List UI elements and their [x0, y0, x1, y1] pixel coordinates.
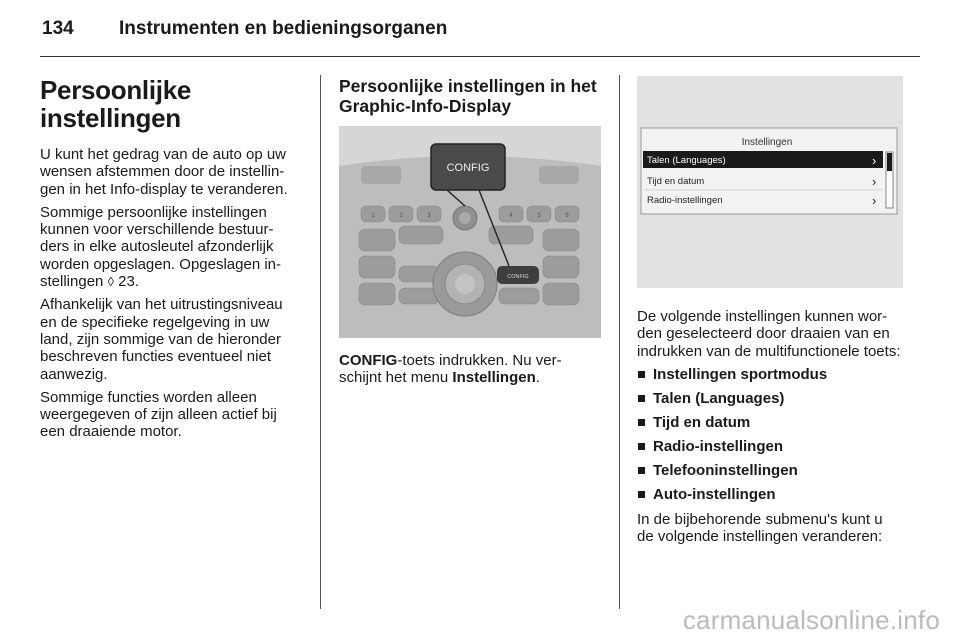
- display-item-3[interactable]: Radio-instellingen: [647, 195, 723, 206]
- submenu-note: In de bijbehorende submenu's kunt u de volgende instellingen veranderen:: [637, 510, 883, 546]
- caption-end: .: [535, 369, 540, 387]
- preset-key-3: 3: [427, 213, 431, 219]
- list-item: Tijd en datum: [637, 414, 903, 431]
- page-number: 134: [42, 18, 74, 39]
- list-item: Telefooninstellingen: [637, 462, 903, 479]
- column-2: [339, 76, 601, 393]
- paragraph-3: Afhankelijk van het uitrustingsniveau en de specifieke regelgeving in uw land, zijn sommige van de hieronder beschreven functies eventueel niet aanwezig.: [40, 296, 283, 383]
- subsection-heading: Persoonlijke instellingen in het Graphic-Info-Display: [339, 76, 597, 116]
- caption-config-key: CONFIG: [339, 352, 398, 369]
- preset-key-2: 2: [399, 213, 403, 219]
- list-item: Radio-instellingen: [637, 438, 903, 455]
- list-item: Talen (Languages): [637, 390, 903, 407]
- paragraph-2-text: Sommige persoonlijke instellingen kunnen voor verschillende bestuur-ders in elke autosleutel afzonderlijk worden opgeslagen. Opgeslagen in-stellingen: [40, 203, 282, 291]
- paragraph-1: U kunt het gedrag van de auto op uw wensen afstemmen door de instellin-gen in het Info-display te veranderen.: [40, 146, 288, 198]
- chapter-title: Instrumenten en bedieningsorganen: [119, 18, 448, 39]
- config-button-label: CONFIG: [507, 274, 529, 280]
- preset-key-5: 5: [537, 213, 541, 219]
- column-1: [40, 76, 302, 447]
- header-rule: [40, 56, 920, 57]
- list-item: Instellingen sportmodus: [637, 366, 903, 383]
- list-item: Auto-instellingen: [637, 486, 903, 503]
- preset-key-1: 1: [371, 213, 375, 219]
- caption-text: -toets indrukken. Nu ver-schijnt het menu: [339, 352, 562, 387]
- settings-list: [637, 366, 903, 503]
- display-item-1[interactable]: Talen (Languages): [647, 155, 726, 166]
- preset-key-4: 4: [509, 213, 513, 219]
- chevron-right-icon: ›: [872, 174, 877, 189]
- preset-key-6: 6: [565, 213, 569, 219]
- paragraph-2: [40, 204, 302, 290]
- section-heading: Persoonlijke instellingen: [40, 75, 192, 133]
- settings-display-illustration: [637, 76, 903, 288]
- column-divider-2: [619, 75, 620, 609]
- control-panel-photo: [339, 126, 601, 338]
- control-panel-illustration: [339, 126, 601, 338]
- chevron-right-icon: ›: [872, 153, 877, 168]
- page-reference-arrow-icon: ◊: [107, 274, 114, 290]
- display-screenshot: [637, 76, 903, 288]
- page-reference[interactable]: 23.: [118, 273, 140, 291]
- caption-menu-name: Instellingen: [452, 369, 536, 387]
- column-divider-1: [320, 75, 321, 609]
- paragraph-4: Sommige functies worden alleen weergegeven of zijn alleen actief bij een draaiende motor.: [40, 388, 277, 441]
- photo-caption: [339, 352, 601, 387]
- display-title: Instellingen: [741, 137, 793, 148]
- chevron-right-icon: ›: [872, 193, 877, 208]
- display-item-2[interactable]: Tijd en datum: [647, 176, 705, 187]
- watermark: carmanualsonline.info: [682, 605, 940, 635]
- settings-intro: De volgende instellingen kunnen wor-den geselecteerd door draaien van en indrukken van de multifunctionele toets:: [637, 308, 901, 360]
- column-3: [637, 76, 903, 551]
- config-callout-label: CONFIG: [446, 162, 490, 174]
